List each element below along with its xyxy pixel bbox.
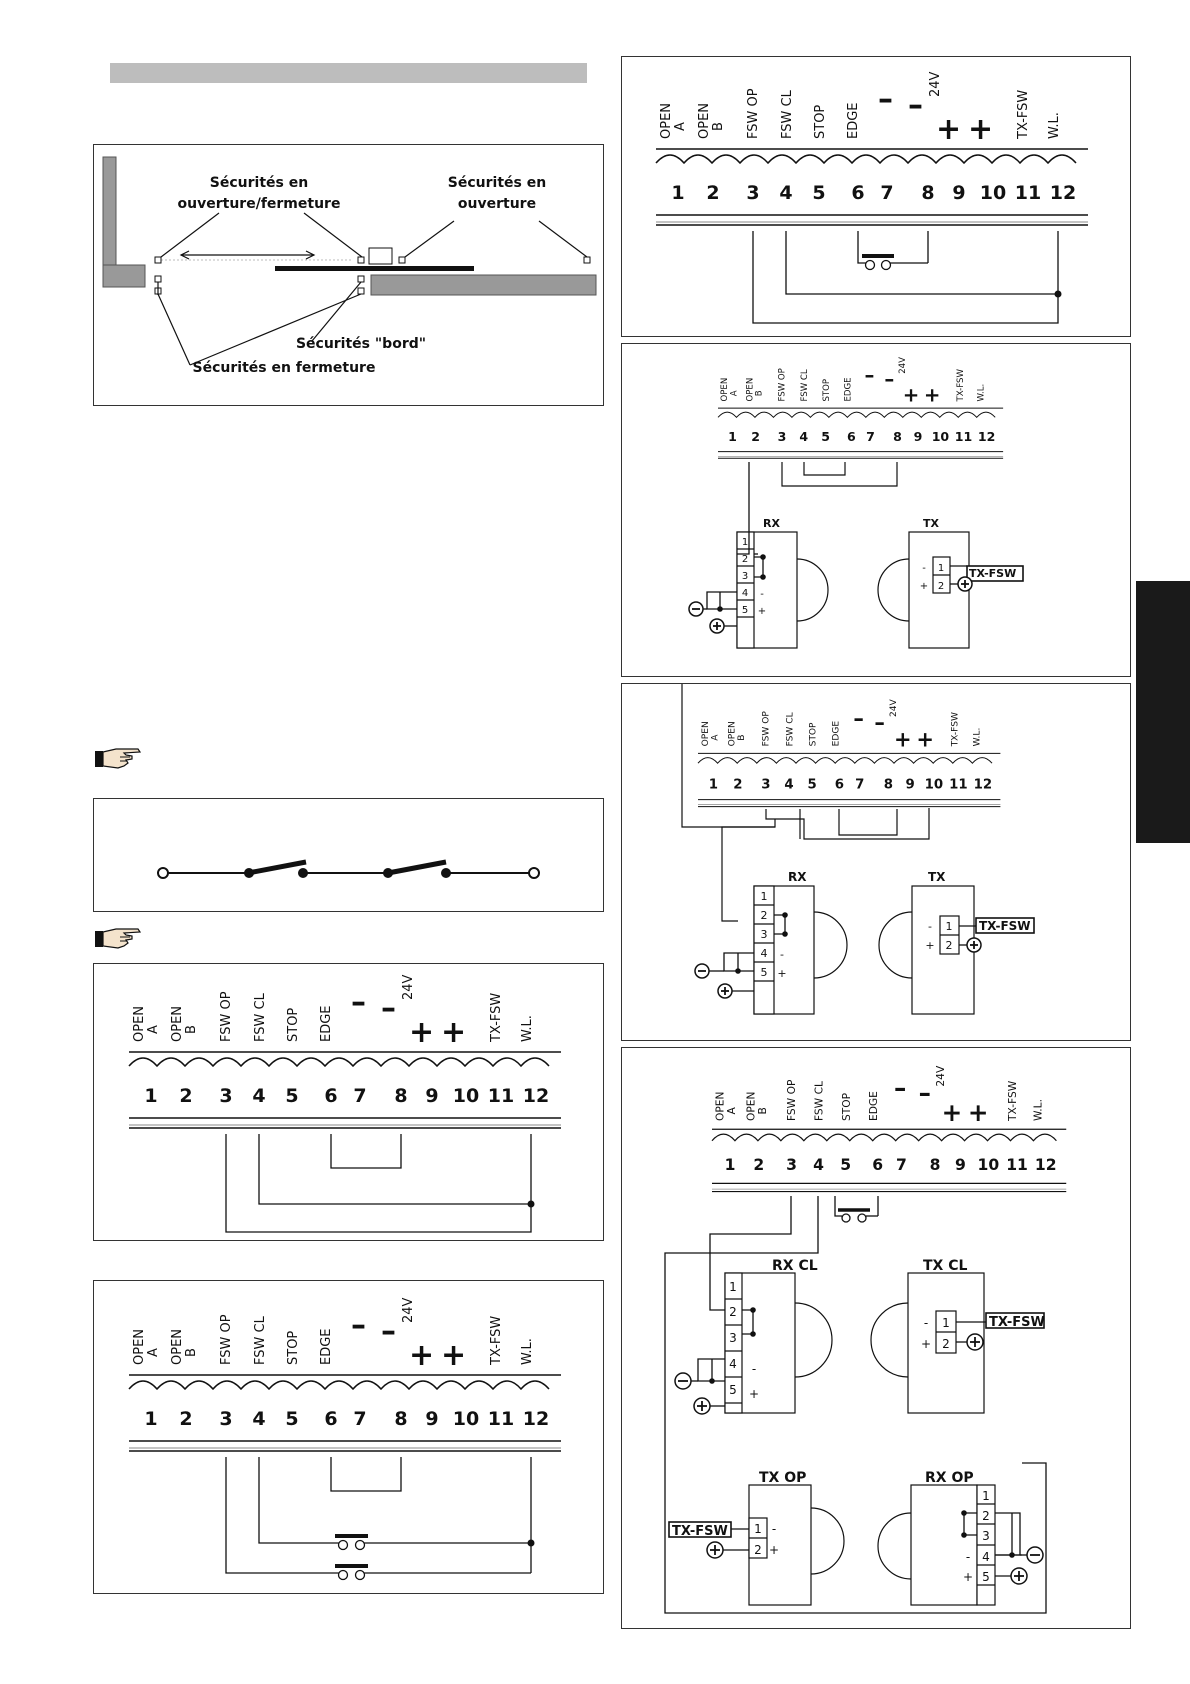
svg-text:2: 2 (754, 1543, 762, 1557)
svg-text:4: 4 (982, 1550, 990, 1564)
svg-text:3: 3 (760, 928, 768, 941)
svg-text:4: 4 (741, 588, 749, 599)
svg-text:+: + (920, 1337, 932, 1351)
svg-text:+: + (777, 967, 787, 980)
photocell-panel-2 (621, 683, 1131, 1041)
tx-fsw-label: TX-FSW (969, 567, 1017, 580)
gate-diagram (94, 145, 603, 405)
section-header-bar (110, 63, 587, 83)
gate-diagram-panel (93, 144, 604, 406)
svg-text:-: - (928, 920, 932, 933)
rx-op-label: RX OP (925, 1470, 974, 1486)
svg-text:2: 2 (942, 1337, 950, 1351)
svg-text:1: 1 (937, 563, 945, 574)
svg-text:3: 3 (741, 571, 749, 582)
svg-text:3: 3 (982, 1529, 990, 1543)
side-tab (1136, 581, 1190, 843)
svg-text:2: 2 (741, 554, 749, 565)
svg-text:-: - (923, 1316, 929, 1330)
svg-text:1: 1 (982, 1489, 990, 1503)
tx-fsw-label: TX-FSW (979, 919, 1031, 933)
svg-text:1: 1 (945, 920, 953, 933)
tx-op-label: TX OP (759, 1470, 807, 1486)
svg-text:1: 1 (760, 890, 768, 903)
tx-label: TX (923, 517, 939, 530)
svg-text:4: 4 (760, 947, 768, 960)
series-contacts-diagram (94, 799, 603, 911)
svg-text:+: + (925, 939, 935, 952)
photocell-diagram (622, 344, 1130, 676)
pointing-hand-icon (94, 745, 144, 771)
label-opening-2: ouverture (457, 196, 537, 212)
terminal-panel-1 (93, 963, 604, 1241)
svg-text:2: 2 (937, 581, 945, 592)
photocell-panel-3 (621, 1047, 1131, 1629)
svg-text:+: + (757, 606, 767, 617)
tx-fsw-label: TX-FSW (672, 1524, 728, 1539)
label-open-close-1: Sécurités en (209, 175, 309, 191)
svg-text:5: 5 (729, 1383, 737, 1397)
svg-text:1: 1 (942, 1316, 950, 1330)
svg-text:-: - (965, 1550, 971, 1564)
tx-label: TX (928, 870, 946, 884)
svg-text:5: 5 (741, 605, 749, 616)
photocell-diagram (622, 1048, 1130, 1628)
svg-text:4: 4 (729, 1357, 737, 1371)
label-opening-1: Sécurités en (447, 175, 547, 191)
terminal-block-diagram (94, 964, 603, 1240)
photocell-diagram (622, 684, 1130, 1040)
tx-fsw-label: TX-FSW (989, 1315, 1045, 1330)
svg-text:1: 1 (754, 1522, 762, 1536)
tx-cl-label: TX CL (923, 1258, 968, 1274)
svg-text:+: + (962, 1570, 974, 1584)
svg-text:2: 2 (945, 939, 953, 952)
photocell-panel-1 (621, 343, 1131, 677)
terminal-block-diagram (94, 1281, 603, 1593)
rx-label: RX (763, 517, 780, 530)
rx-label: RX (788, 870, 807, 884)
svg-text:2: 2 (982, 1509, 990, 1523)
svg-text:+: + (919, 581, 929, 592)
terminal-panel-3 (621, 56, 1131, 337)
svg-text:2: 2 (760, 909, 768, 922)
svg-text:1: 1 (729, 1280, 737, 1294)
pointing-hand-icon (94, 925, 144, 951)
rx-cl-label: RX CL (772, 1258, 818, 1274)
svg-text:1: 1 (741, 537, 749, 548)
label-closing: Sécurités en fermeture (192, 360, 376, 376)
series-contacts-panel (93, 798, 604, 912)
terminal-block-diagram (622, 57, 1130, 336)
svg-text:-: - (780, 948, 784, 961)
svg-text:-: - (771, 1522, 777, 1536)
svg-text:5: 5 (982, 1570, 990, 1584)
svg-text:5: 5 (760, 966, 768, 979)
svg-text:2: 2 (729, 1305, 737, 1319)
svg-text:3: 3 (729, 1331, 737, 1345)
terminal-panel-2 (93, 1280, 604, 1594)
svg-text:+: + (768, 1543, 780, 1557)
svg-text:-: - (760, 589, 764, 600)
svg-text:-: - (751, 1362, 757, 1376)
label-edge: Sécurités "bord" (295, 336, 427, 352)
svg-text:+: + (748, 1387, 760, 1401)
svg-text:-: - (922, 563, 926, 574)
label-open-close-2: ouverture/fermeture (177, 196, 341, 212)
